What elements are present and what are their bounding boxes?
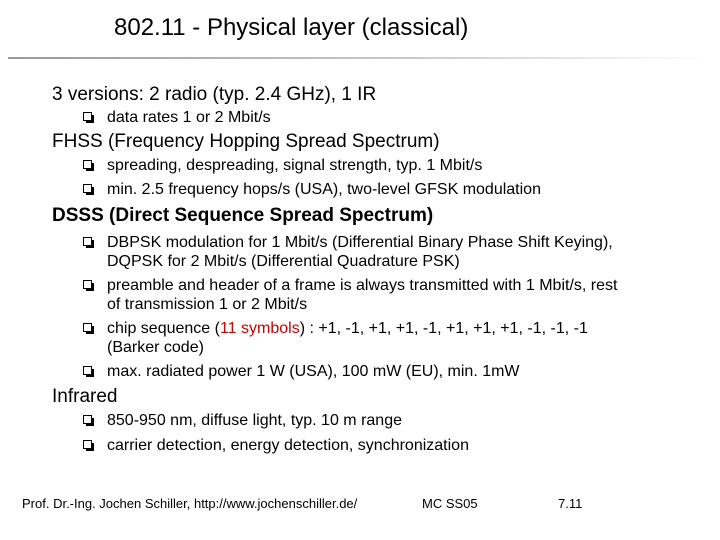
- chip-text-post: ) : +1, -1, +1, +1, -1, +1, +1, +1, -1, -1, -1: [299, 320, 588, 337]
- bullet-dsss-chip-line1: [107, 319, 588, 338]
- bullet-dsss-power: max. radiated power 1 W (USA), 100 mW (EU), min. 1mW: [107, 363, 520, 380]
- heading-infrared: Infrared: [52, 386, 118, 407]
- checkbox-bullet-icon: [83, 112, 92, 121]
- checkbox-bullet-icon: [83, 184, 92, 193]
- heading-fhss: FHSS (Frequency Hopping Spread Spectrum): [52, 131, 440, 152]
- checkbox-bullet-icon: [83, 160, 92, 169]
- checkbox-bullet-icon: [83, 440, 92, 449]
- bullet-dsss-preamble-line1: preamble and header of a frame is always transmitted with 1 Mbit/s, rest: [107, 277, 618, 294]
- bullet-dsss-chip-line2: (Barker code): [107, 339, 204, 356]
- bullet-dsss-dbpsk-line2: DQPSK for 2 Mbit/s (Differential Quadrature PSK): [107, 253, 460, 270]
- checkbox-bullet-icon: [83, 415, 92, 424]
- bullet-ir-range: 850-950 nm, diffuse light, typ. 10 m range: [107, 412, 402, 429]
- bullet-dsss-preamble-line2: of transmission 1 or 2 Mbit/s: [107, 296, 308, 313]
- title-divider: [8, 57, 710, 59]
- bullet-dsss-dbpsk-line1: DBPSK modulation for 1 Mbit/s (Differential Binary Phase Shift Keying),: [107, 234, 613, 251]
- bullet-fhss-spreading: spreading, despreading, signal strength, typ. 1 Mbit/s: [107, 157, 483, 174]
- footer-page-number: 7.11: [558, 496, 583, 511]
- checkbox-bullet-icon: [83, 323, 92, 332]
- bullet-ir-detection: carrier detection, energy detection, synchronization: [107, 437, 469, 454]
- checkbox-bullet-icon: [83, 237, 92, 246]
- slide-title: 802.11 - Physical layer (classical): [114, 14, 469, 41]
- heading-dsss: DSSS (Direct Sequence Spread Spectrum): [52, 205, 434, 226]
- footer-course: MC SS05: [422, 496, 478, 511]
- checkbox-bullet-icon: [83, 366, 92, 375]
- checkbox-bullet-icon: [83, 280, 92, 289]
- bullet-data-rates: data rates 1 or 2 Mbit/s: [107, 109, 271, 126]
- chip-text-pre: chip sequence (: [107, 320, 220, 337]
- footer-author: Prof. Dr.-Ing. Jochen Schiller, http://www.jochenschiller.de/: [22, 496, 358, 511]
- bullet-fhss-hops: min. 2.5 frequency hops/s (USA), two-level GFSK modulation: [107, 181, 541, 198]
- heading-versions: 3 versions: 2 radio (typ. 2.4 GHz), 1 IR: [52, 84, 377, 105]
- chip-symbols-highlight: 11 symbols: [219, 320, 300, 337]
